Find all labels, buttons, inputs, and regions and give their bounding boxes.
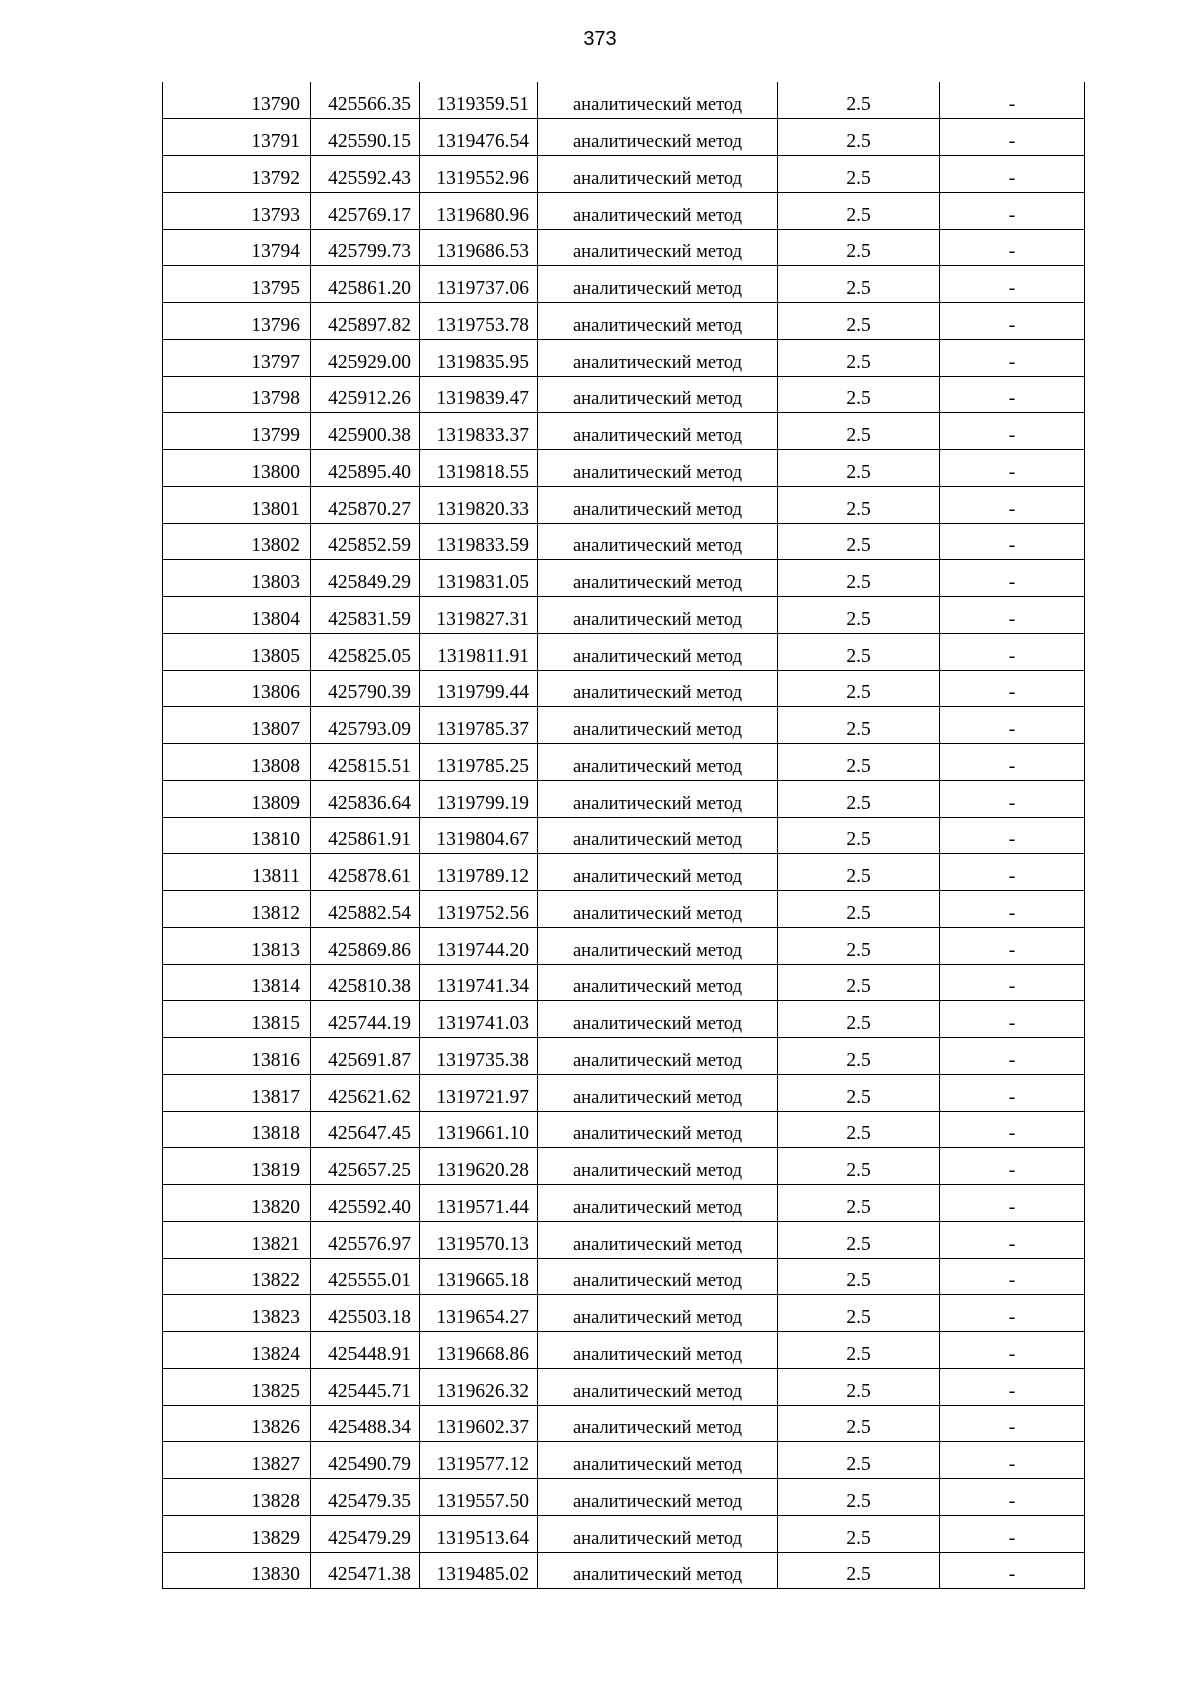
method-cell: аналитический метод [538,1368,778,1405]
point-number-cell: 13806 [163,670,311,707]
y-coordinate-cell: 1319818.55 [420,450,538,487]
table-row [163,1442,1085,1479]
table-row [163,339,1085,376]
accuracy-cell: 2.5 [778,82,940,119]
y-coordinate-cell: 1319827.31 [420,597,538,634]
point-number-cell: 13801 [163,486,311,523]
y-coordinate-cell: 1319839.47 [420,376,538,413]
note-cell: - [940,1001,1085,1038]
y-coordinate-cell: 1319571.44 [420,1185,538,1222]
x-coordinate-cell: 425793.09 [311,707,420,744]
accuracy-cell: 2.5 [778,1515,940,1552]
note-cell: - [940,1442,1085,1479]
table-row [163,1552,1085,1589]
method-cell: аналитический метод [538,670,778,707]
table-row [163,450,1085,487]
accuracy-cell: 2.5 [778,266,940,303]
method-cell: аналитический метод [538,450,778,487]
point-number-cell: 13815 [163,1001,311,1038]
note-cell: - [940,1185,1085,1222]
accuracy-cell: 2.5 [778,780,940,817]
method-cell: аналитический метод [538,780,778,817]
accuracy-cell: 2.5 [778,670,940,707]
x-coordinate-cell: 425861.20 [311,266,420,303]
x-coordinate-cell: 425882.54 [311,891,420,928]
point-number-cell: 13807 [163,707,311,744]
note-cell: - [940,303,1085,340]
x-coordinate-cell: 425849.29 [311,560,420,597]
method-cell: аналитический метод [538,1332,778,1369]
y-coordinate-cell: 1319476.54 [420,119,538,156]
note-cell: - [940,1111,1085,1148]
table-row [163,964,1085,1001]
accuracy-cell: 2.5 [778,891,940,928]
x-coordinate-cell: 425799.73 [311,229,420,266]
y-coordinate-cell: 1319557.50 [420,1479,538,1516]
note-cell: - [940,192,1085,229]
method-cell: аналитический метод [538,854,778,891]
point-number-cell: 13813 [163,927,311,964]
point-number-cell: 13825 [163,1368,311,1405]
y-coordinate-cell: 1319661.10 [420,1111,538,1148]
x-coordinate-cell: 425576.97 [311,1221,420,1258]
y-coordinate-cell: 1319752.56 [420,891,538,928]
page-number: 373 [583,28,617,50]
method-cell: аналитический метод [538,1515,778,1552]
y-coordinate-cell: 1319570.13 [420,1221,538,1258]
x-coordinate-cell: 425621.62 [311,1074,420,1111]
y-coordinate-cell: 1319680.96 [420,192,538,229]
accuracy-cell: 2.5 [778,1295,940,1332]
accuracy-cell: 2.5 [778,1148,940,1185]
x-coordinate-cell: 425869.86 [311,927,420,964]
note-cell: - [940,486,1085,523]
y-coordinate-cell: 1319654.27 [420,1295,538,1332]
x-coordinate-cell: 425836.64 [311,780,420,817]
x-coordinate-cell: 425825.05 [311,633,420,670]
accuracy-cell: 2.5 [778,156,940,193]
accuracy-cell: 2.5 [778,1332,940,1369]
note-cell: - [940,670,1085,707]
table-row [163,229,1085,266]
y-coordinate-cell: 1319577.12 [420,1442,538,1479]
y-coordinate-cell: 1319721.97 [420,1074,538,1111]
accuracy-cell: 2.5 [778,229,940,266]
y-coordinate-cell: 1319799.19 [420,780,538,817]
note-cell: - [940,927,1085,964]
accuracy-cell: 2.5 [778,633,940,670]
point-number-cell: 13827 [163,1442,311,1479]
table-row [163,780,1085,817]
point-number-cell: 13824 [163,1332,311,1369]
accuracy-cell: 2.5 [778,1258,940,1295]
method-cell: аналитический метод [538,1405,778,1442]
y-coordinate-cell: 1319735.38 [420,1038,538,1075]
method-cell: аналитический метод [538,229,778,266]
note-cell: - [940,156,1085,193]
point-number-cell: 13790 [163,82,311,119]
accuracy-cell: 2.5 [778,1185,940,1222]
method-cell: аналитический метод [538,303,778,340]
note-cell: - [940,1405,1085,1442]
method-cell: аналитический метод [538,744,778,781]
table-row [163,1185,1085,1222]
method-cell: аналитический метод [538,1295,778,1332]
accuracy-cell: 2.5 [778,1405,940,1442]
x-coordinate-cell: 425744.19 [311,1001,420,1038]
y-coordinate-cell: 1319741.34 [420,964,538,1001]
point-number-cell: 13797 [163,339,311,376]
note-cell: - [940,1258,1085,1295]
accuracy-cell: 2.5 [778,376,940,413]
x-coordinate-cell: 425555.01 [311,1258,420,1295]
table-row [163,486,1085,523]
y-coordinate-cell: 1319789.12 [420,854,538,891]
point-number-cell: 13817 [163,1074,311,1111]
accuracy-cell: 2.5 [778,119,940,156]
table-row [163,1368,1085,1405]
point-number-cell: 13814 [163,964,311,1001]
x-coordinate-cell: 425691.87 [311,1038,420,1075]
y-coordinate-cell: 1319359.51 [420,82,538,119]
method-cell: аналитический метод [538,927,778,964]
x-coordinate-cell: 425590.15 [311,119,420,156]
method-cell: аналитический метод [538,376,778,413]
point-number-cell: 13826 [163,1405,311,1442]
method-cell: аналитический метод [538,1258,778,1295]
method-cell: аналитический метод [538,560,778,597]
accuracy-cell: 2.5 [778,1001,940,1038]
y-coordinate-cell: 1319513.64 [420,1515,538,1552]
table-row [163,707,1085,744]
note-cell: - [940,1552,1085,1589]
table-row [163,1479,1085,1516]
y-coordinate-cell: 1319686.53 [420,229,538,266]
table-row [163,1001,1085,1038]
method-cell: аналитический метод [538,964,778,1001]
point-number-cell: 13795 [163,266,311,303]
note-cell: - [940,1479,1085,1516]
accuracy-cell: 2.5 [778,523,940,560]
point-number-cell: 13800 [163,450,311,487]
table-row [163,633,1085,670]
point-number-cell: 13808 [163,744,311,781]
note-cell: - [940,1368,1085,1405]
table-row [163,1148,1085,1185]
note-cell: - [940,523,1085,560]
table-row [163,1258,1085,1295]
point-number-cell: 13802 [163,523,311,560]
y-coordinate-cell: 1319833.59 [420,523,538,560]
point-number-cell: 13794 [163,229,311,266]
x-coordinate-cell: 425592.43 [311,156,420,193]
accuracy-cell: 2.5 [778,964,940,1001]
point-number-cell: 13823 [163,1295,311,1332]
method-cell: аналитический метод [538,192,778,229]
x-coordinate-cell: 425769.17 [311,192,420,229]
table-row [163,744,1085,781]
accuracy-cell: 2.5 [778,303,940,340]
method-cell: аналитический метод [538,1111,778,1148]
method-cell: аналитический метод [538,523,778,560]
y-coordinate-cell: 1319668.86 [420,1332,538,1369]
y-coordinate-cell: 1319665.18 [420,1258,538,1295]
note-cell: - [940,266,1085,303]
note-cell: - [940,450,1085,487]
accuracy-cell: 2.5 [778,1442,940,1479]
accuracy-cell: 2.5 [778,1221,940,1258]
point-number-cell: 13799 [163,413,311,450]
method-cell: аналитический метод [538,266,778,303]
note-cell: - [940,1074,1085,1111]
x-coordinate-cell: 425657.25 [311,1148,420,1185]
table-row [163,1074,1085,1111]
table-row [163,1295,1085,1332]
x-coordinate-cell: 425929.00 [311,339,420,376]
method-cell: аналитический метод [538,891,778,928]
table-row [163,523,1085,560]
y-coordinate-cell: 1319753.78 [420,303,538,340]
method-cell: аналитический метод [538,1074,778,1111]
x-coordinate-cell: 425479.35 [311,1479,420,1516]
table-row [163,597,1085,634]
point-number-cell: 13812 [163,891,311,928]
x-coordinate-cell: 425490.79 [311,1442,420,1479]
point-number-cell: 13793 [163,192,311,229]
note-cell: - [940,1221,1085,1258]
note-cell: - [940,1148,1085,1185]
point-number-cell: 13816 [163,1038,311,1075]
note-cell: - [940,1295,1085,1332]
x-coordinate-cell: 425471.38 [311,1552,420,1589]
y-coordinate-cell: 1319835.95 [420,339,538,376]
coordinates-table-body [163,82,1085,1589]
table-row [163,266,1085,303]
accuracy-cell: 2.5 [778,707,940,744]
table-row [163,192,1085,229]
x-coordinate-cell: 425900.38 [311,413,420,450]
x-coordinate-cell: 425810.38 [311,964,420,1001]
table-row [163,303,1085,340]
method-cell: аналитический метод [538,1221,778,1258]
accuracy-cell: 2.5 [778,854,940,891]
note-cell: - [940,817,1085,854]
accuracy-cell: 2.5 [778,927,940,964]
x-coordinate-cell: 425861.91 [311,817,420,854]
note-cell: - [940,82,1085,119]
x-coordinate-cell: 425445.71 [311,1368,420,1405]
table-row [163,1405,1085,1442]
accuracy-cell: 2.5 [778,1552,940,1589]
note-cell: - [940,891,1085,928]
point-number-cell: 13792 [163,156,311,193]
x-coordinate-cell: 425878.61 [311,854,420,891]
accuracy-cell: 2.5 [778,339,940,376]
x-coordinate-cell: 425592.40 [311,1185,420,1222]
method-cell: аналитический метод [538,1442,778,1479]
point-number-cell: 13829 [163,1515,311,1552]
point-number-cell: 13820 [163,1185,311,1222]
y-coordinate-cell: 1319552.96 [420,156,538,193]
point-number-cell: 13819 [163,1148,311,1185]
accuracy-cell: 2.5 [778,817,940,854]
table-row [163,927,1085,964]
note-cell: - [940,119,1085,156]
x-coordinate-cell: 425852.59 [311,523,420,560]
method-cell: аналитический метод [538,633,778,670]
table-row [163,891,1085,928]
accuracy-cell: 2.5 [778,597,940,634]
table-row [163,817,1085,854]
x-coordinate-cell: 425566.35 [311,82,420,119]
method-cell: аналитический метод [538,597,778,634]
point-number-cell: 13818 [163,1111,311,1148]
note-cell: - [940,707,1085,744]
table-row [163,156,1085,193]
x-coordinate-cell: 425897.82 [311,303,420,340]
accuracy-cell: 2.5 [778,560,940,597]
method-cell: аналитический метод [538,1479,778,1516]
note-cell: - [940,744,1085,781]
y-coordinate-cell: 1319799.44 [420,670,538,707]
point-number-cell: 13804 [163,597,311,634]
y-coordinate-cell: 1319804.67 [420,817,538,854]
note-cell: - [940,376,1085,413]
x-coordinate-cell: 425912.26 [311,376,420,413]
point-number-cell: 13798 [163,376,311,413]
table-row [163,413,1085,450]
point-number-cell: 13805 [163,633,311,670]
y-coordinate-cell: 1319485.02 [420,1552,538,1589]
table-row [163,670,1085,707]
table-row [163,1038,1085,1075]
y-coordinate-cell: 1319785.37 [420,707,538,744]
note-cell: - [940,854,1085,891]
y-coordinate-cell: 1319785.25 [420,744,538,781]
note-cell: - [940,229,1085,266]
method-cell: аналитический метод [538,486,778,523]
y-coordinate-cell: 1319811.91 [420,633,538,670]
method-cell: аналитический метод [538,156,778,193]
point-number-cell: 13821 [163,1221,311,1258]
accuracy-cell: 2.5 [778,1038,940,1075]
method-cell: аналитический метод [538,1038,778,1075]
table-row [163,1332,1085,1369]
point-number-cell: 13791 [163,119,311,156]
x-coordinate-cell: 425815.51 [311,744,420,781]
y-coordinate-cell: 1319833.37 [420,413,538,450]
point-number-cell: 13830 [163,1552,311,1589]
y-coordinate-cell: 1319741.03 [420,1001,538,1038]
point-number-cell: 13809 [163,780,311,817]
method-cell: аналитический метод [538,1185,778,1222]
method-cell: аналитический метод [538,1001,778,1038]
point-number-cell: 13828 [163,1479,311,1516]
y-coordinate-cell: 1319831.05 [420,560,538,597]
table-row [163,119,1085,156]
y-coordinate-cell: 1319602.37 [420,1405,538,1442]
table-row [163,1221,1085,1258]
x-coordinate-cell: 425647.45 [311,1111,420,1148]
x-coordinate-cell: 425479.29 [311,1515,420,1552]
x-coordinate-cell: 425870.27 [311,486,420,523]
accuracy-cell: 2.5 [778,413,940,450]
method-cell: аналитический метод [538,339,778,376]
note-cell: - [940,597,1085,634]
table-row [163,854,1085,891]
note-cell: - [940,1038,1085,1075]
note-cell: - [940,780,1085,817]
x-coordinate-cell: 425503.18 [311,1295,420,1332]
method-cell: аналитический метод [538,1148,778,1185]
y-coordinate-cell: 1319620.28 [420,1148,538,1185]
accuracy-cell: 2.5 [778,486,940,523]
method-cell: аналитический метод [538,817,778,854]
y-coordinate-cell: 1319820.33 [420,486,538,523]
note-cell: - [940,1515,1085,1552]
table-row [163,376,1085,413]
method-cell: аналитический метод [538,1552,778,1589]
accuracy-cell: 2.5 [778,450,940,487]
method-cell: аналитический метод [538,707,778,744]
accuracy-cell: 2.5 [778,1368,940,1405]
note-cell: - [940,413,1085,450]
table-row [163,1515,1085,1552]
point-number-cell: 13803 [163,560,311,597]
note-cell: - [940,560,1085,597]
note-cell: - [940,1332,1085,1369]
table-row [163,560,1085,597]
table-row [163,1111,1085,1148]
note-cell: - [940,339,1085,376]
coordinates-table [162,82,1085,1589]
point-number-cell: 13810 [163,817,311,854]
note-cell: - [940,633,1085,670]
table-row [163,82,1085,119]
note-cell: - [940,964,1085,1001]
method-cell: аналитический метод [538,119,778,156]
y-coordinate-cell: 1319626.32 [420,1368,538,1405]
accuracy-cell: 2.5 [778,1111,940,1148]
x-coordinate-cell: 425895.40 [311,450,420,487]
method-cell: аналитический метод [538,413,778,450]
y-coordinate-cell: 1319744.20 [420,927,538,964]
point-number-cell: 13822 [163,1258,311,1295]
accuracy-cell: 2.5 [778,744,940,781]
x-coordinate-cell: 425488.34 [311,1405,420,1442]
x-coordinate-cell: 425448.91 [311,1332,420,1369]
method-cell: аналитический метод [538,82,778,119]
accuracy-cell: 2.5 [778,192,940,229]
x-coordinate-cell: 425831.59 [311,597,420,634]
y-coordinate-cell: 1319737.06 [420,266,538,303]
point-number-cell: 13796 [163,303,311,340]
accuracy-cell: 2.5 [778,1074,940,1111]
x-coordinate-cell: 425790.39 [311,670,420,707]
accuracy-cell: 2.5 [778,1479,940,1516]
point-number-cell: 13811 [163,854,311,891]
